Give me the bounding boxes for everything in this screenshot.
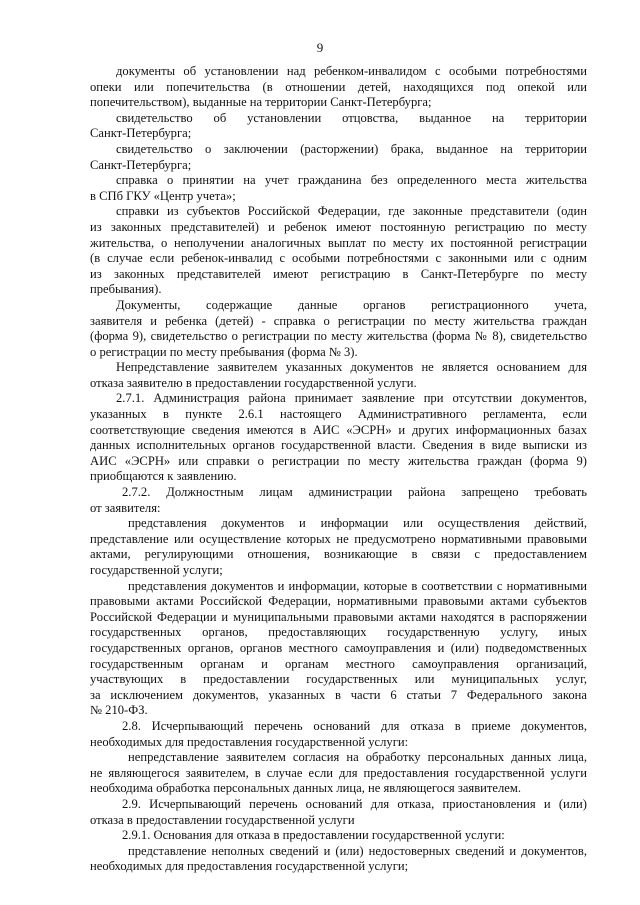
text-line: Документы, содержащие данные органов регистрационного учета, [116, 297, 587, 312]
text-line: из законных представителей имеют регистрацию в Санкт-Петербурге по месту [90, 266, 587, 281]
text-line: Санкт-Петербурга; [90, 126, 192, 141]
text-line: отказа заявителю в предоставлении государственной услуги. [90, 375, 417, 390]
text-line: государственной услуги; [90, 563, 223, 577]
text-line: (в случае если ребенок-инвалид с особыми потребностями с законными или с одним [90, 251, 587, 266]
text-line: из законных представителей) и ребенок имеют постоянную регистрацию по месту [90, 219, 587, 234]
text-line: необходима обработка персональных данных лица, не являющегося заявителем. [90, 781, 521, 796]
text-line: 2.8. Исчерпывающий перечень оснований для отказа в приеме документов, [122, 718, 587, 733]
text-line: актами, регулирующими отношения, возникающие в связи с предоставлением [90, 547, 587, 562]
text-line: жительства, о неполучении аналогичных выплат по месту их постоянной регистрации [90, 235, 587, 250]
text-line: свидетельство о заключении (расторжении) брака, выданное на территории [116, 141, 587, 156]
text-line: в СПб ГКУ «Центр учета»; [90, 188, 236, 203]
text-line: соответствующие сведения имеются в АИС «ЭСРН» и других информационных базах [90, 422, 587, 437]
text-line: Санкт-Петербурга; [90, 157, 192, 172]
text-line: от заявителя: [90, 500, 161, 515]
document-body [90, 64, 587, 875]
text-line: (форма 9), свидетельство о регистрации по месту жительства (форма № 8), свидетельство [90, 329, 587, 344]
text-line: 2.9.1. Основания для отказа в предоставлении государственной услуги: [122, 828, 505, 843]
text-line: указанных в пункте 2.6.1 настоящего Административного регламента, если [90, 407, 587, 422]
text-line: за исключением документов, указанных в части 6 статьи 7 Федерального закона [90, 687, 587, 702]
text-line: документы об установлении над ребенком-инвалидом с особыми потребностями [116, 64, 587, 78]
text-line: 2.9. Исчерпывающий перечень оснований для отказа, приостановления и (или) [122, 796, 587, 811]
text-line: непредставление заявителем согласия на обработку персональных данных лица, [128, 750, 587, 765]
text-line: государственным органам и органам местного самоуправления организаций, [90, 656, 587, 671]
text-line: государственных органов, органов местного самоуправления и (или) подведомственных [90, 640, 587, 655]
text-line: приобщаются к заявлению. [90, 469, 237, 484]
text-line: необходимых для предоставления государственной услуги: [90, 734, 409, 749]
text-line: АИС «ЭСРН» или справки о регистрации по месту жительства граждан (форма 9) [90, 453, 587, 468]
text-line: представления документов и информации, которые в соответствии с нормативными [128, 578, 587, 593]
text-line: справки из субъектов Российской Федерации, где законные представители (один [116, 204, 587, 219]
text-line: 2.7.1. Администрация района принимает заявление при отсутствии документов, [116, 391, 587, 406]
text-line: о регистрации по месту пребывания (форма № 3). [90, 344, 358, 359]
text-line: опеки или попечительства (в отношении детей, находящихся под опекой или [90, 79, 587, 94]
text-line: Российской Федерации и муниципальными правовыми актами находятся в распоряжении [90, 609, 587, 624]
text-line: справка о принятии на учет гражданина без определенного места жительства [116, 173, 587, 188]
text-line: попечительством), выданные на территории Санкт-Петербурга; [90, 95, 432, 110]
text-line: государственных органов, предоставляющих государственную услугу, иных [90, 625, 587, 640]
text-line: представления документов и информации или осуществления действий, [128, 516, 587, 531]
text-line: представление или осуществление которых не предусмотрено нормативными правовыми [90, 531, 587, 546]
text-line: заявителя и ребенка (детей) - справка о регистрации по месту жительства граждан [90, 313, 587, 328]
text-line: Непредставление заявителем указанных документов не является основанием для [116, 360, 587, 375]
text-line: свидетельство об установлении отцовства, выданное на территории [116, 110, 587, 125]
text-line: отказа в предоставлении государственной услуги [90, 812, 355, 827]
text-line: пребывания). [90, 282, 162, 297]
text-line: № 210-ФЗ. [90, 703, 148, 718]
text-line: данных исполнительных органов государственной власти. Сведения в виде выписки из [90, 438, 587, 453]
text-line: правовыми актами Российской Федерации, нормативными правовыми актами субъектов [90, 594, 587, 609]
text-line: представление неполных сведений и (или) недостоверных сведений и документов, [128, 843, 587, 858]
text-line: 2.7.2. Должностным лицам администрации района запрещено требовать [122, 485, 587, 500]
text-line: участвующих в предоставлении государственных или муниципальных услуг, [90, 672, 587, 687]
page-number: 9 [316, 40, 324, 55]
text-line: необходимых для предоставления государственной услуги; [90, 859, 409, 874]
text-line: не являющегося заявителем, в случае если для предоставления государственной услуги [90, 765, 587, 780]
